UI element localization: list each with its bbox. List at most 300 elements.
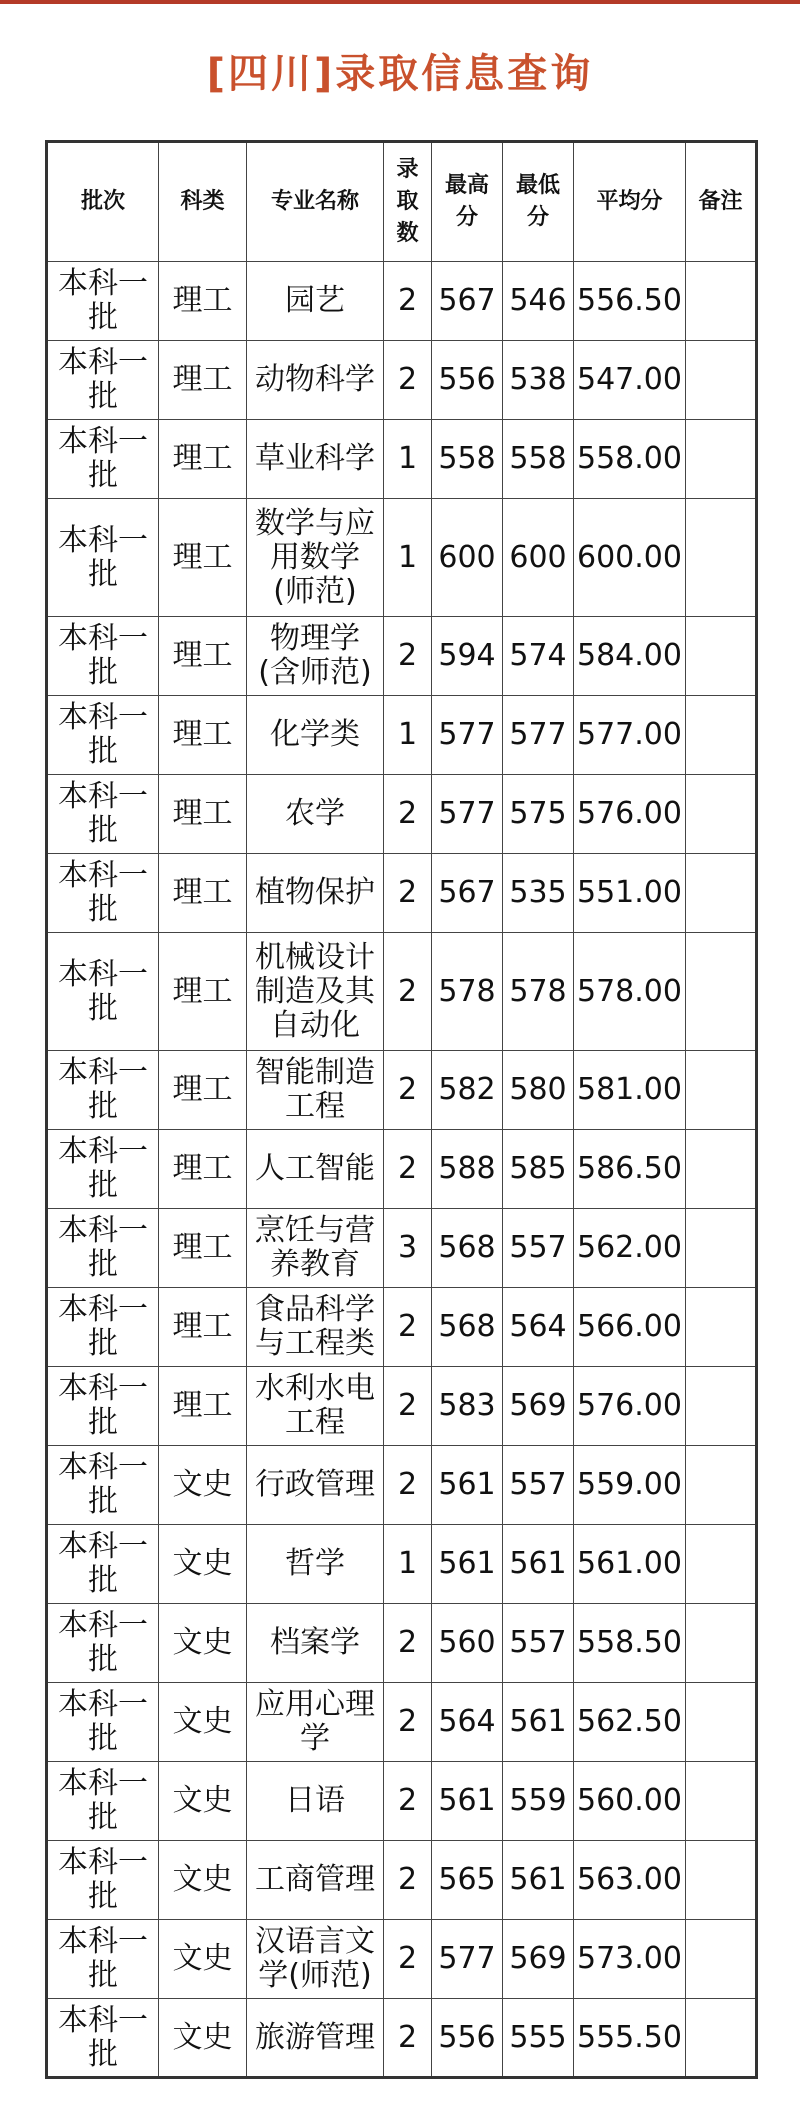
cell-category-text: 文史 bbox=[172, 1625, 233, 1660]
cell-min-score-text: 574 bbox=[509, 638, 567, 673]
cell-min-score bbox=[503, 341, 574, 420]
cell-batch bbox=[47, 1446, 159, 1525]
cell-batch-text: 本科一批 bbox=[58, 1134, 148, 1203]
cell-note bbox=[686, 1288, 757, 1367]
cell-min-score-text: 535 bbox=[509, 875, 567, 910]
cell-min-score bbox=[503, 696, 574, 775]
cell-category-text: 文史 bbox=[172, 1862, 233, 1897]
cell-category bbox=[159, 341, 247, 420]
cell-major-text: 哲学 bbox=[285, 1546, 345, 1581]
cell-min-score-text: 580 bbox=[509, 1072, 567, 1107]
cell-note bbox=[686, 1604, 757, 1683]
cell-batch-text: 本科一批 bbox=[58, 700, 148, 769]
cell-note bbox=[686, 1999, 757, 2078]
cell-avg-score bbox=[574, 341, 686, 420]
cell-category-text: 理工 bbox=[172, 1072, 233, 1107]
table-row bbox=[47, 775, 757, 854]
cell-category bbox=[159, 1051, 247, 1130]
header-avg: 平均分 bbox=[574, 142, 686, 262]
cell-count bbox=[384, 1051, 432, 1130]
cell-min-score bbox=[503, 1999, 574, 2078]
cell-min-score bbox=[503, 1762, 574, 1841]
cell-major bbox=[247, 1920, 384, 1999]
cell-major bbox=[247, 775, 384, 854]
cell-batch-text: 本科一批 bbox=[58, 2002, 148, 2072]
cell-note bbox=[686, 1209, 757, 1288]
cell-major-text: 农学 bbox=[285, 796, 345, 831]
cell-avg-score-text: 555.50 bbox=[577, 2019, 682, 2055]
cell-major bbox=[247, 696, 384, 775]
cell-max-score-text: 578 bbox=[438, 973, 496, 1009]
cell-category bbox=[159, 1762, 247, 1841]
cell-category-text: 文史 bbox=[172, 1704, 233, 1739]
cell-note bbox=[686, 1446, 757, 1525]
cell-batch-text: 本科一批 bbox=[58, 1845, 148, 1914]
cell-max-score bbox=[432, 1051, 503, 1130]
cell-max-score-text: 577 bbox=[438, 717, 496, 752]
cell-max-score-text: 588 bbox=[438, 1151, 496, 1186]
cell-note bbox=[686, 617, 757, 696]
cell-avg-score-text: 566.00 bbox=[577, 1309, 682, 1344]
cell-batch bbox=[47, 1209, 159, 1288]
cell-category-text: 理工 bbox=[172, 796, 233, 831]
table-row bbox=[47, 1999, 757, 2078]
header-note: 备注 bbox=[686, 142, 757, 262]
cell-major-text: 档案学 bbox=[270, 1625, 360, 1660]
cell-min-score-text: 557 bbox=[509, 1467, 567, 1502]
cell-batch-text: 本科一批 bbox=[58, 858, 148, 927]
cell-avg-score-text: 556.50 bbox=[577, 283, 682, 318]
cell-max-score bbox=[432, 1604, 503, 1683]
cell-count bbox=[384, 341, 432, 420]
cell-category bbox=[159, 933, 247, 1051]
cell-avg-score-text: 562.50 bbox=[577, 1704, 682, 1739]
cell-note bbox=[686, 420, 757, 499]
cell-note bbox=[686, 1525, 757, 1604]
table-row bbox=[47, 933, 757, 1051]
cell-category bbox=[159, 1841, 247, 1920]
cell-note bbox=[686, 1130, 757, 1209]
table-row bbox=[47, 499, 757, 617]
table-row bbox=[47, 1604, 757, 1683]
cell-count bbox=[384, 1683, 432, 1762]
cell-note bbox=[686, 1683, 757, 1762]
cell-batch bbox=[47, 1604, 159, 1683]
cell-count-text: 2 bbox=[397, 1704, 418, 1739]
cell-min-score bbox=[503, 1604, 574, 1683]
cell-min-score-text: 585 bbox=[509, 1151, 567, 1186]
cell-count-text: 2 bbox=[397, 1151, 418, 1186]
cell-batch-text: 本科一批 bbox=[58, 1608, 148, 1677]
header-category: 科类 bbox=[159, 142, 247, 262]
cell-max-score-text: 556 bbox=[438, 362, 496, 397]
cell-count-text: 1 bbox=[397, 539, 418, 575]
cell-max-score-text: 561 bbox=[438, 1783, 496, 1818]
header-count: 录取数 bbox=[384, 142, 432, 262]
cell-count bbox=[384, 1999, 432, 2078]
cell-note bbox=[686, 341, 757, 420]
cell-category-text: 文史 bbox=[172, 1546, 233, 1581]
cell-count-text: 2 bbox=[397, 1941, 418, 1976]
cell-max-score-text: 567 bbox=[438, 283, 496, 318]
cell-major-text: 物理学(含师范) bbox=[258, 621, 372, 690]
cell-batch-text: 本科一批 bbox=[58, 1687, 148, 1756]
cell-batch-text: 本科一批 bbox=[58, 424, 148, 493]
cell-count bbox=[384, 1446, 432, 1525]
cell-avg-score-text: 561.00 bbox=[577, 1546, 682, 1581]
cell-major bbox=[247, 1683, 384, 1762]
cell-min-score-text: 561 bbox=[509, 1862, 567, 1897]
cell-batch bbox=[47, 1051, 159, 1130]
cell-major-text: 动物科学 bbox=[255, 362, 375, 397]
cell-count-text: 1 bbox=[397, 1546, 418, 1581]
cell-avg-score bbox=[574, 1051, 686, 1130]
cell-batch bbox=[47, 1683, 159, 1762]
header-major: 专业名称 bbox=[247, 142, 384, 262]
cell-min-score-text: 561 bbox=[509, 1546, 567, 1581]
cell-max-score bbox=[432, 1367, 503, 1446]
cell-count bbox=[384, 1130, 432, 1209]
cell-category bbox=[159, 262, 247, 341]
cell-min-score-text: 561 bbox=[509, 1704, 567, 1739]
cell-batch bbox=[47, 1999, 159, 2078]
header-min: 最低分 bbox=[503, 142, 574, 262]
cell-min-score bbox=[503, 1367, 574, 1446]
table-row bbox=[47, 1209, 757, 1288]
cell-category bbox=[159, 1999, 247, 2078]
cell-category bbox=[159, 1525, 247, 1604]
cell-avg-score-text: 562.00 bbox=[577, 1230, 682, 1265]
cell-major bbox=[247, 420, 384, 499]
cell-batch bbox=[47, 775, 159, 854]
cell-avg-score-text: 558.00 bbox=[577, 441, 682, 476]
table-row bbox=[47, 1051, 757, 1130]
cell-batch bbox=[47, 341, 159, 420]
cell-category-text: 理工 bbox=[172, 1151, 233, 1186]
cell-max-score-text: 568 bbox=[438, 1230, 496, 1265]
admission-table bbox=[45, 140, 758, 2079]
table-row bbox=[47, 1367, 757, 1446]
cell-category bbox=[159, 854, 247, 933]
cell-batch bbox=[47, 1288, 159, 1367]
header-max: 最高分 bbox=[432, 142, 503, 262]
cell-major bbox=[247, 499, 384, 617]
cell-min-score-text: 564 bbox=[509, 1309, 567, 1344]
cell-min-score-text: 575 bbox=[509, 796, 567, 831]
cell-count bbox=[384, 1920, 432, 1999]
cell-avg-score bbox=[574, 933, 686, 1051]
cell-min-score-text: 577 bbox=[509, 717, 567, 752]
cell-avg-score bbox=[574, 1683, 686, 1762]
cell-count-text: 2 bbox=[397, 973, 418, 1009]
cell-batch bbox=[47, 1367, 159, 1446]
table-row bbox=[47, 1525, 757, 1604]
cell-major bbox=[247, 341, 384, 420]
cell-batch-text: 本科一批 bbox=[58, 1529, 148, 1598]
cell-max-score-text: 556 bbox=[438, 2019, 496, 2055]
cell-count-text: 2 bbox=[397, 796, 418, 831]
cell-batch bbox=[47, 1130, 159, 1209]
cell-max-score bbox=[432, 1525, 503, 1604]
cell-max-score bbox=[432, 775, 503, 854]
cell-max-score-text: 561 bbox=[438, 1546, 496, 1581]
cell-min-score-text: 557 bbox=[509, 1625, 567, 1660]
cell-batch-text: 本科一批 bbox=[58, 1292, 148, 1361]
cell-min-score bbox=[503, 854, 574, 933]
cell-note bbox=[686, 1367, 757, 1446]
cell-avg-score bbox=[574, 696, 686, 775]
cell-count-text: 2 bbox=[397, 2019, 418, 2055]
cell-batch-text: 本科一批 bbox=[58, 1450, 148, 1519]
cell-major bbox=[247, 933, 384, 1051]
cell-max-score bbox=[432, 1288, 503, 1367]
cell-max-score bbox=[432, 1841, 503, 1920]
cell-major-text: 食品科学与工程类 bbox=[255, 1292, 375, 1361]
cell-max-score bbox=[432, 854, 503, 933]
cell-major-text: 应用心理学 bbox=[255, 1687, 375, 1756]
cell-min-score bbox=[503, 1209, 574, 1288]
cell-category bbox=[159, 1446, 247, 1525]
cell-avg-score bbox=[574, 1999, 686, 2078]
cell-min-score bbox=[503, 420, 574, 499]
cell-batch bbox=[47, 1841, 159, 1920]
cell-note bbox=[686, 1762, 757, 1841]
cell-avg-score-text: 578.00 bbox=[577, 973, 682, 1009]
cell-count-text: 2 bbox=[397, 1388, 418, 1423]
cell-major-text: 智能制造工程 bbox=[255, 1055, 375, 1124]
cell-major-text: 化学类 bbox=[270, 717, 360, 752]
cell-avg-score bbox=[574, 1367, 686, 1446]
cell-max-score-text: 558 bbox=[438, 441, 496, 476]
cell-avg-score bbox=[574, 1920, 686, 1999]
cell-max-score bbox=[432, 696, 503, 775]
cell-category-text: 文史 bbox=[172, 1467, 233, 1502]
table-row bbox=[47, 1288, 757, 1367]
cell-category-text: 文史 bbox=[172, 2019, 233, 2055]
cell-count-text: 2 bbox=[397, 1072, 418, 1107]
table-row bbox=[47, 341, 757, 420]
table-row bbox=[47, 262, 757, 341]
cell-batch-text: 本科一批 bbox=[58, 621, 148, 690]
cell-avg-score-text: 577.00 bbox=[577, 717, 682, 752]
cell-avg-score bbox=[574, 1762, 686, 1841]
cell-category-text: 理工 bbox=[172, 362, 233, 397]
cell-batch bbox=[47, 262, 159, 341]
cell-min-score-text: 569 bbox=[509, 1941, 567, 1976]
cell-category bbox=[159, 1367, 247, 1446]
cell-category-text: 理工 bbox=[172, 539, 233, 575]
cell-category bbox=[159, 1130, 247, 1209]
cell-avg-score bbox=[574, 775, 686, 854]
cell-max-score-text: 564 bbox=[438, 1704, 496, 1739]
cell-category bbox=[159, 1209, 247, 1288]
cell-min-score bbox=[503, 1051, 574, 1130]
cell-major bbox=[247, 1762, 384, 1841]
cell-category-text: 理工 bbox=[172, 717, 233, 752]
cell-major-text: 行政管理 bbox=[255, 1467, 375, 1502]
cell-max-score bbox=[432, 1446, 503, 1525]
cell-major bbox=[247, 854, 384, 933]
cell-major bbox=[247, 1525, 384, 1604]
cell-avg-score-text: 576.00 bbox=[577, 1388, 682, 1423]
cell-batch bbox=[47, 420, 159, 499]
cell-major bbox=[247, 1604, 384, 1683]
cell-avg-score bbox=[574, 1604, 686, 1683]
cell-avg-score bbox=[574, 1130, 686, 1209]
cell-count bbox=[384, 617, 432, 696]
cell-avg-score bbox=[574, 1209, 686, 1288]
cell-max-score-text: 561 bbox=[438, 1467, 496, 1502]
cell-min-score-text: 600 bbox=[509, 539, 567, 575]
cell-max-score bbox=[432, 1209, 503, 1288]
cell-max-score-text: 577 bbox=[438, 796, 496, 831]
cell-avg-score bbox=[574, 420, 686, 499]
cell-count bbox=[384, 1841, 432, 1920]
cell-count-text: 1 bbox=[397, 441, 418, 476]
cell-avg-score bbox=[574, 617, 686, 696]
cell-min-score bbox=[503, 1446, 574, 1525]
cell-min-score-text: 569 bbox=[509, 1388, 567, 1423]
cell-min-score bbox=[503, 933, 574, 1051]
table-row bbox=[47, 1446, 757, 1525]
cell-major bbox=[247, 1209, 384, 1288]
cell-major-text: 植物保护 bbox=[255, 875, 375, 910]
cell-category-text: 理工 bbox=[172, 1230, 233, 1265]
cell-major-text: 烹饪与营养教育 bbox=[255, 1213, 375, 1282]
cell-min-score bbox=[503, 1683, 574, 1762]
cell-major bbox=[247, 617, 384, 696]
cell-major-text: 工商管理 bbox=[255, 1862, 375, 1897]
cell-major-text: 日语 bbox=[285, 1783, 345, 1818]
cell-avg-score bbox=[574, 262, 686, 341]
cell-max-score bbox=[432, 262, 503, 341]
cell-max-score bbox=[432, 933, 503, 1051]
cell-avg-score-text: 576.00 bbox=[577, 796, 682, 831]
cell-batch-text: 本科一批 bbox=[58, 1213, 148, 1282]
cell-count-text: 3 bbox=[397, 1230, 418, 1265]
table-row bbox=[47, 1683, 757, 1762]
cell-count-text: 2 bbox=[397, 283, 418, 318]
cell-min-score-text: 546 bbox=[509, 283, 567, 318]
cell-max-score bbox=[432, 1683, 503, 1762]
cell-max-score-text: 565 bbox=[438, 1862, 496, 1897]
cell-category bbox=[159, 1288, 247, 1367]
cell-batch-text: 本科一批 bbox=[58, 1055, 148, 1124]
cell-min-score-text: 538 bbox=[509, 362, 567, 397]
cell-category bbox=[159, 420, 247, 499]
cell-max-score bbox=[432, 1762, 503, 1841]
cell-major bbox=[247, 1288, 384, 1367]
cell-count-text: 2 bbox=[397, 1862, 418, 1897]
cell-count bbox=[384, 933, 432, 1051]
cell-avg-score bbox=[574, 1288, 686, 1367]
cell-avg-score bbox=[574, 499, 686, 617]
cell-batch-text: 本科一批 bbox=[58, 1766, 148, 1835]
cell-count bbox=[384, 420, 432, 499]
table-row bbox=[47, 854, 757, 933]
cell-count bbox=[384, 775, 432, 854]
cell-avg-score-text: 563.00 bbox=[577, 1862, 682, 1897]
cell-max-score bbox=[432, 1999, 503, 2078]
cell-category bbox=[159, 499, 247, 617]
cell-category bbox=[159, 1683, 247, 1762]
cell-max-score-text: 560 bbox=[438, 1625, 496, 1660]
cell-min-score-text: 558 bbox=[509, 441, 567, 476]
cell-count bbox=[384, 696, 432, 775]
cell-category-text: 文史 bbox=[172, 1783, 233, 1818]
cell-major-text: 汉语言文学(师范) bbox=[255, 1924, 375, 1993]
table-row bbox=[47, 1920, 757, 1999]
cell-avg-score-text: 559.00 bbox=[577, 1467, 682, 1502]
cell-avg-score bbox=[574, 1525, 686, 1604]
cell-batch-text: 本科一批 bbox=[58, 956, 148, 1026]
cell-count bbox=[384, 262, 432, 341]
cell-min-score-text: 555 bbox=[509, 2019, 567, 2055]
cell-category-text: 理工 bbox=[172, 1309, 233, 1344]
cell-batch-text: 本科一批 bbox=[58, 345, 148, 414]
page-title: [四川]录取信息查询 bbox=[206, 51, 594, 97]
cell-batch bbox=[47, 854, 159, 933]
cell-max-score bbox=[432, 1130, 503, 1209]
cell-batch-text: 本科一批 bbox=[58, 522, 148, 592]
cell-count bbox=[384, 1762, 432, 1841]
cell-note bbox=[686, 262, 757, 341]
cell-max-score-text: 577 bbox=[438, 1941, 496, 1976]
cell-count-text: 2 bbox=[397, 638, 418, 673]
cell-count-text: 2 bbox=[397, 1309, 418, 1344]
cell-avg-score-text: 558.50 bbox=[577, 1625, 682, 1660]
table-row bbox=[47, 1762, 757, 1841]
cell-note bbox=[686, 933, 757, 1051]
cell-major bbox=[247, 1367, 384, 1446]
cell-count-text: 2 bbox=[397, 875, 418, 910]
cell-category-text: 理工 bbox=[172, 638, 233, 673]
cell-avg-score-text: 551.00 bbox=[577, 875, 682, 910]
cell-max-score bbox=[432, 1920, 503, 1999]
cell-major bbox=[247, 1999, 384, 2078]
cell-batch bbox=[47, 1525, 159, 1604]
cell-note bbox=[686, 696, 757, 775]
cell-max-score bbox=[432, 617, 503, 696]
table-row bbox=[47, 420, 757, 499]
cell-batch bbox=[47, 696, 159, 775]
cell-max-score-text: 567 bbox=[438, 875, 496, 910]
cell-min-score bbox=[503, 1130, 574, 1209]
cell-min-score bbox=[503, 499, 574, 617]
cell-avg-score-text: 584.00 bbox=[577, 638, 682, 673]
top-accent-bar bbox=[0, 0, 800, 4]
cell-max-score-text: 568 bbox=[438, 1309, 496, 1344]
cell-major-text: 旅游管理 bbox=[255, 2019, 375, 2055]
cell-min-score-text: 578 bbox=[509, 973, 567, 1009]
cell-min-score bbox=[503, 1288, 574, 1367]
cell-batch bbox=[47, 617, 159, 696]
cell-count bbox=[384, 1604, 432, 1683]
cell-major-text: 园艺 bbox=[285, 283, 345, 318]
cell-avg-score-text: 581.00 bbox=[577, 1072, 682, 1107]
cell-min-score bbox=[503, 1841, 574, 1920]
cell-max-score-text: 594 bbox=[438, 638, 496, 673]
cell-batch-text: 本科一批 bbox=[58, 266, 148, 335]
cell-avg-score-text: 560.00 bbox=[577, 1783, 682, 1818]
cell-max-score-text: 583 bbox=[438, 1388, 496, 1423]
cell-batch bbox=[47, 499, 159, 617]
cell-count bbox=[384, 1209, 432, 1288]
cell-batch bbox=[47, 933, 159, 1051]
cell-min-score bbox=[503, 775, 574, 854]
cell-avg-score bbox=[574, 854, 686, 933]
cell-major bbox=[247, 1841, 384, 1920]
